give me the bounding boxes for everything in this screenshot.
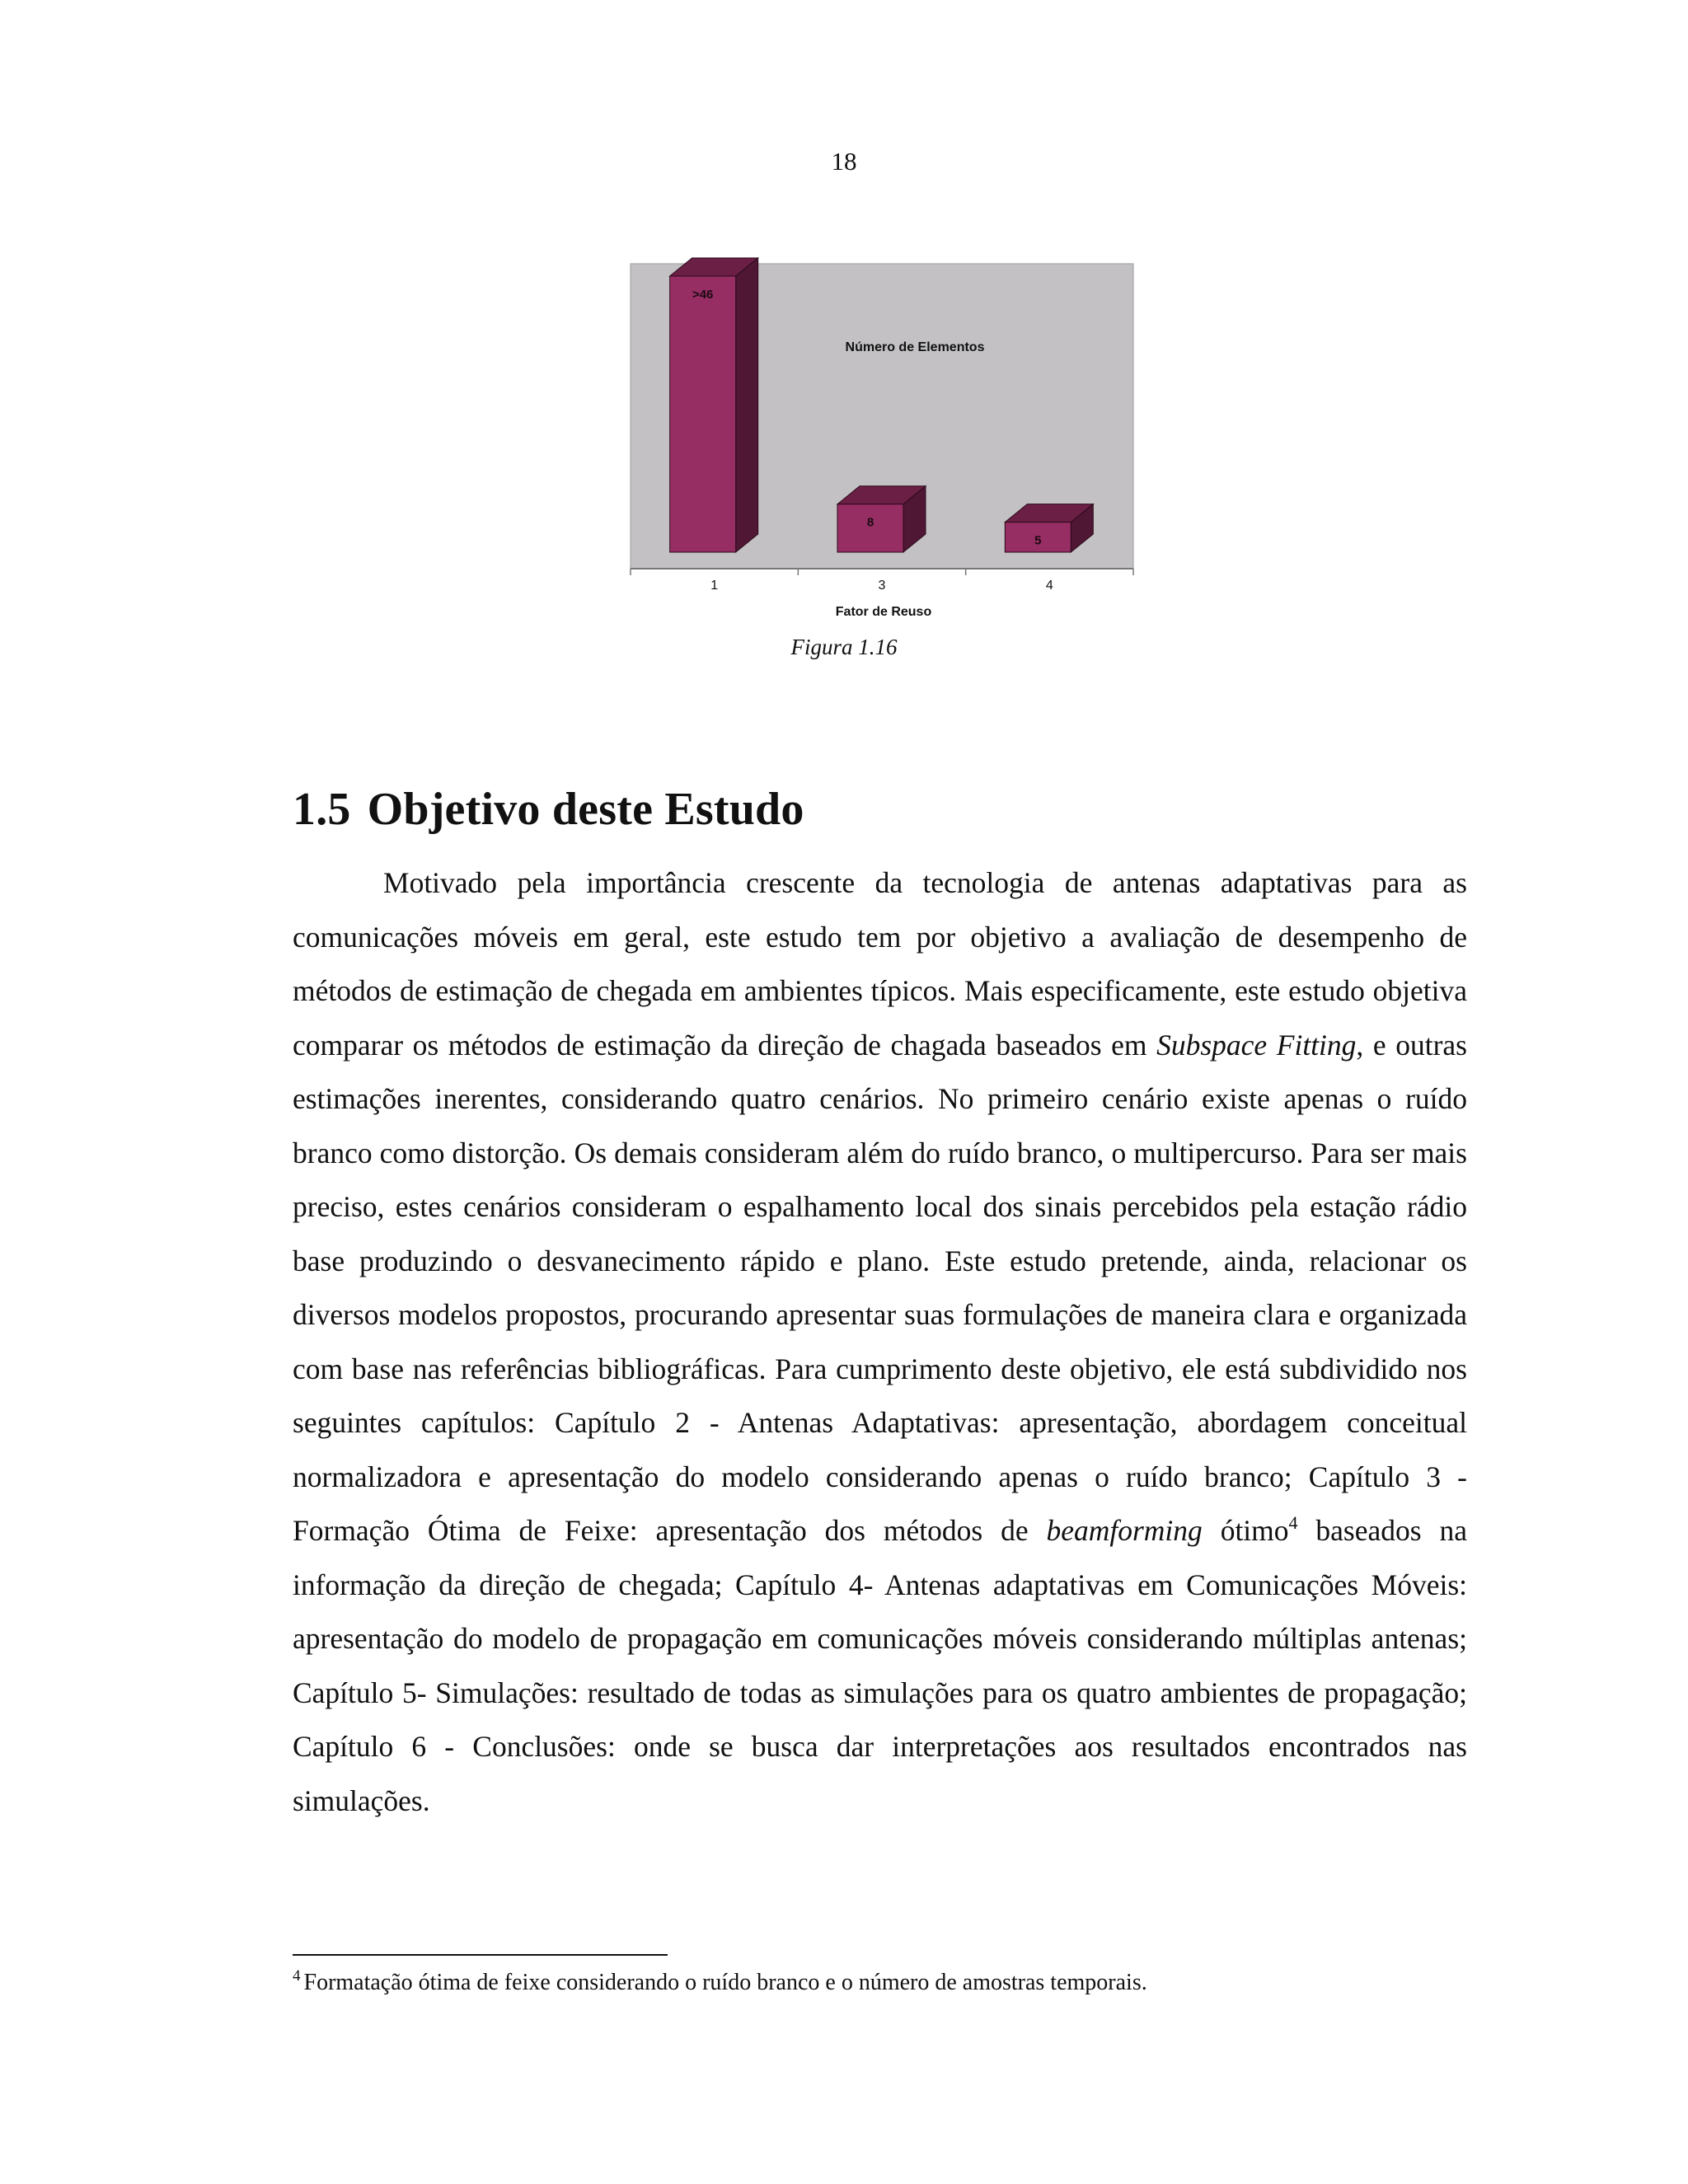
footnote-divider [293,1954,668,1956]
footnote [293,1966,1467,1999]
bar-1 [670,258,758,552]
term-beamforming: beamforming [1046,1514,1203,1547]
x-axis-label: Fator de Reuso [835,605,932,619]
x-tick-label: 1 [710,579,719,593]
footnote-reference: 4 [1288,1512,1298,1533]
bar-front-face [670,276,736,552]
bar-data-label: 5 [1034,533,1042,548]
section-title: Objetivo deste Estudo [367,784,804,835]
section-number: 1.5 [293,784,351,835]
footnote-text: Formatação ótima de feixe considerando o ruído branco e o número de amostras temporais. [303,1970,1147,1995]
x-tick-label: 3 [878,579,886,593]
bar-data-label: 8 [866,515,874,530]
figure-caption: Figura 1.16 [790,635,898,659]
bar-4 [1005,504,1093,552]
footnote-marker: 4 [293,1967,301,1985]
bar-chart [622,251,1146,630]
x-tick-label: 4 [1045,579,1053,593]
chart-title: Número de Elementos [845,340,985,354]
bar-data-label: >46 [692,288,714,302]
bar-3 [837,486,926,552]
term-subspace-fitting: Subspace Fitting [1156,1028,1357,1062]
bar-side-face [736,258,758,552]
page-number: 18 [831,147,857,176]
body-paragraph: Motivado pela importância crescente da tecnologia de antenas adaptativas para as comunicações móveis em geral, este estudo tem por objetivo a avaliação de desempenho de métodos de estimação de chegada em ambientes típicos. Mais especificamente, este estudo objetiva comparar os métodos de estimação da direção de chagada baseados em Subspace Fitting, e outras estimações inerentes, considerando quatro cenários. No primeiro cenário existe apenas o ruído branco como distorção. Os demais consideram além do ruído branco, o multipercurso. Para ser mais preciso, estes cenários consideram o espalhamento local dos sinais percebidos pela estação rádio base produzindo o desvanecimento rápido e plano. Este estudo pretende, ainda, relacionar os diversos modelos propostos, procurando apresentar suas formulações de maneira clara e organizada com base nas referências bibliográficas. Para cumprimento deste objetivo, ele está subdividido nos seguintes capítulos: Capítulo 2 - Antenas Adaptativas: apresentação, abordagem conceitual normalizadora e apresentação do modelo considerando apenas o ruído branco; Capítulo 3 - Formação Ótima de Feixe: apresentação dos métodos de beamforming ótimo$^4$ baseados na informação da direção de chegada; Capítulo 4- Antenas adaptativas em Comunicações Móveis: apresentação do modelo de propagação em comunicações móveis considerando múltiplas antenas; Capítulo 5- Simulações: resultado de todas as simulações para os quatro ambientes de propagação; Capítulo 6 - Conclusões: onde se busca dar interpretações aos resultados encontrados nas simulações. [293,866,1467,1817]
ticks-layer [631,569,1133,593]
section-heading [293,783,804,836]
